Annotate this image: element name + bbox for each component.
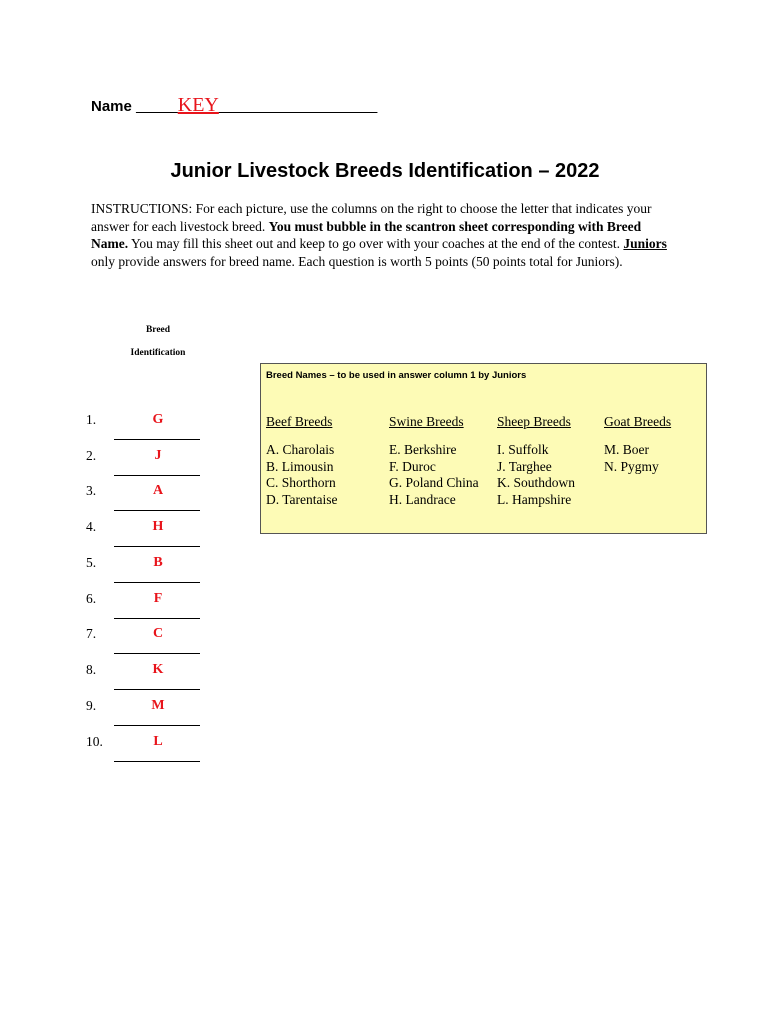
answer-number: 1. — [86, 412, 97, 427]
answer-row-6 — [86, 587, 206, 623]
answer-row-1 — [86, 408, 206, 444]
breed-item: K. Southdown — [497, 475, 576, 490]
name-line — [91, 94, 377, 117]
answer-letter: C — [152, 626, 164, 641]
goat-breeds-header: Goat Breeds — [604, 414, 672, 429]
answer-number: 5. — [86, 555, 97, 570]
answer-number: 3. — [86, 483, 97, 498]
instructions-text-2: You may fill this sheet out and keep to go over with your coaches at the end of the contest. — [128, 236, 624, 252]
instructions-bold: You must bubble in the scantron sheet corresponding with Breed Name. — [91, 218, 642, 252]
answer-letter: F — [153, 591, 163, 606]
breed-names-box — [260, 363, 707, 534]
instructions-juniors: Juniors — [623, 236, 667, 252]
answer-number: 6. — [86, 591, 97, 606]
breed-item: J. Targhee — [497, 458, 552, 474]
answer-row-4 — [86, 515, 206, 551]
breed-item: H. Landrace — [389, 491, 456, 507]
answer-underline — [114, 439, 200, 440]
swine-breeds-header: Swine Breeds — [389, 414, 464, 429]
answer-number: 8. — [86, 662, 97, 677]
answer-row-10 — [86, 730, 206, 766]
answer-underline — [114, 618, 200, 619]
answer-underline — [114, 546, 200, 547]
breed-box-title: Breed Names – to be used in answer column 1 by Juniors — [266, 370, 527, 381]
answer-number: 10. — [86, 734, 103, 749]
beef-breeds-column — [266, 414, 338, 508]
answer-number: 7. — [86, 626, 97, 641]
breed-item: G. Poland China — [389, 475, 479, 490]
answer-letter: H — [152, 519, 164, 534]
answer-underline — [114, 761, 200, 762]
answer-letter: A — [152, 483, 164, 498]
breed-item: N. Pygmy — [604, 458, 659, 474]
sheep-breeds-column — [497, 414, 575, 508]
answer-letter: K — [152, 662, 164, 677]
sheep-breeds-header: Sheep Breeds — [497, 414, 571, 429]
instructions-text-1: INSTRUCTIONS: For each picture, use the columns on the right to choose the letter that indicates your answer for each livestock breed. — [91, 201, 652, 234]
breed-item: A. Charolais — [266, 442, 335, 457]
answer-column-heading-breed: Breed — [145, 325, 171, 335]
breed-item: D. Tarentaise — [266, 491, 338, 507]
name-label: Name — [91, 98, 137, 115]
answer-underline — [114, 689, 200, 690]
breed-item: C. Shorthorn — [266, 475, 336, 490]
answer-underline — [114, 653, 200, 654]
answer-number: 2. — [86, 448, 97, 463]
page-title: Junior Livestock Breeds Identification – 2022 — [170, 160, 600, 182]
answer-underline — [114, 510, 200, 511]
answer-row-7 — [86, 622, 206, 658]
answer-letter: M — [151, 698, 165, 713]
answer-row-2 — [86, 444, 206, 480]
instructions-text-3: only provide answers for breed name. Each question is worth 5 points (50 points total for Juniors). — [91, 253, 623, 269]
breed-item: M. Boer — [604, 442, 649, 457]
answer-underline — [114, 475, 200, 476]
swine-breeds-column — [389, 414, 479, 508]
answer-row-9 — [86, 694, 206, 730]
name-key-value: KEY — [177, 94, 219, 116]
breed-item: E. Berkshire — [389, 442, 457, 457]
answer-letter: B — [153, 555, 163, 570]
name-underscore-before: _____ — [136, 98, 178, 115]
answer-number: 9. — [86, 698, 97, 713]
breed-item: F. Duroc — [389, 458, 436, 474]
instructions — [91, 200, 681, 270]
breed-item: L. Hampshire — [497, 491, 572, 507]
beef-breeds-header: Beef Breeds — [266, 414, 333, 429]
answer-underline — [114, 725, 200, 726]
answer-row-3 — [86, 479, 206, 515]
name-underscore-after: ___________________ — [218, 98, 378, 115]
breed-item: I. Suffolk — [497, 442, 549, 457]
answer-row-5 — [86, 551, 206, 587]
goat-breeds-column — [604, 414, 671, 475]
answer-letter: J — [154, 448, 162, 463]
breed-item: B. Limousin — [266, 458, 334, 474]
answer-underline — [114, 582, 200, 583]
answer-column-heading-identification: Identification — [130, 348, 186, 358]
answer-number: 4. — [86, 519, 97, 534]
answer-row-8 — [86, 658, 206, 694]
answer-letter: L — [153, 734, 163, 749]
answer-letter: G — [152, 412, 164, 427]
